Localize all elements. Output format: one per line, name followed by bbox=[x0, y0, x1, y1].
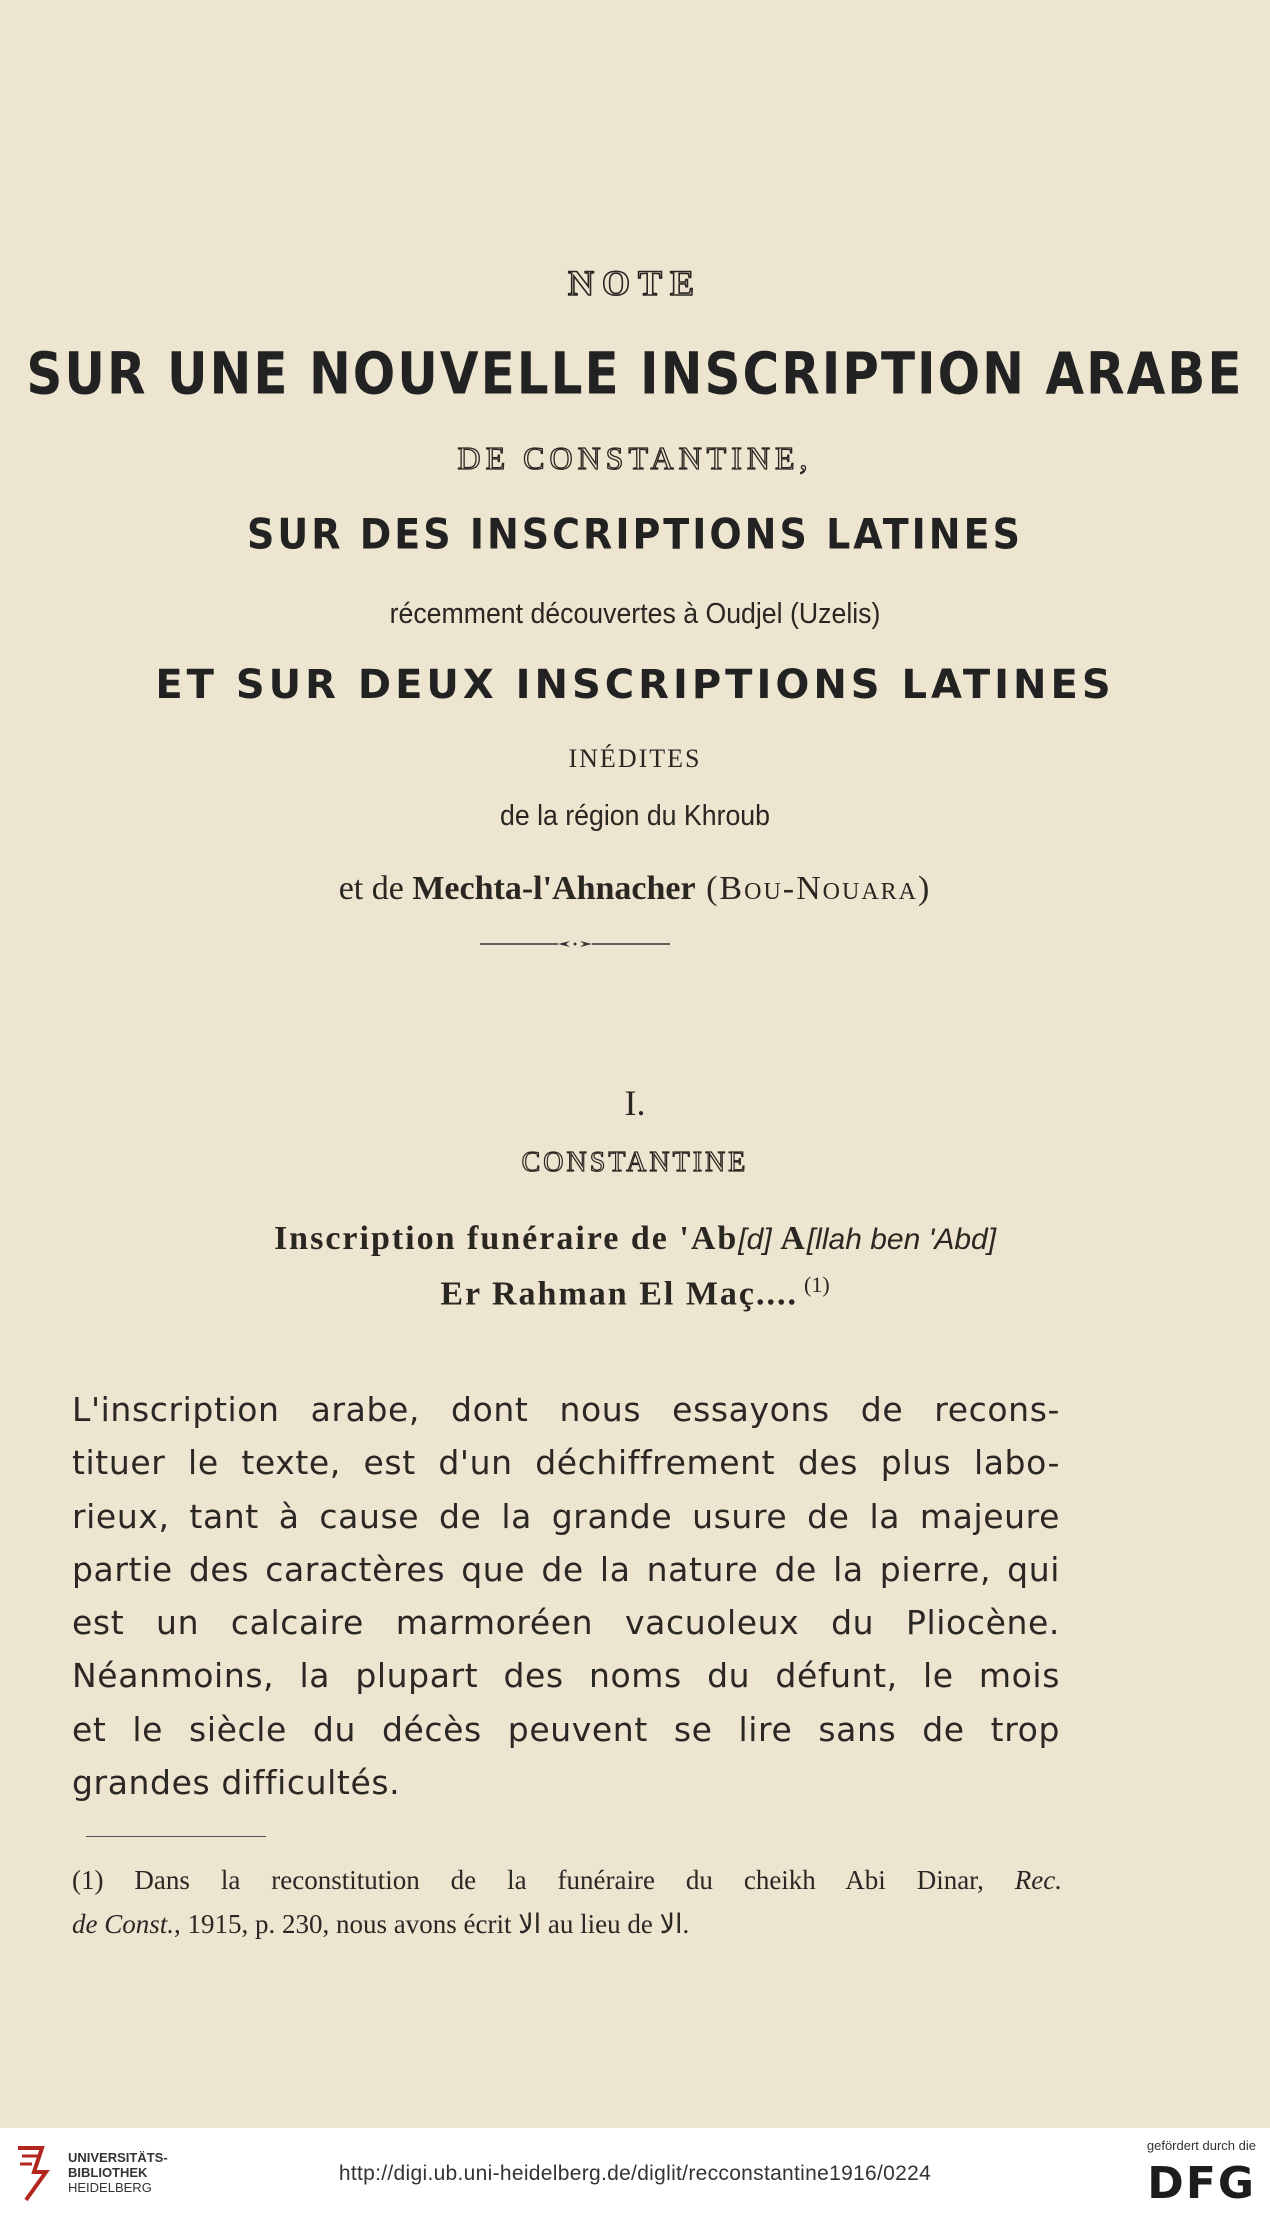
insc-part-a: Inscription funéraire de 'Ab bbox=[273, 1220, 739, 1257]
library-name-line1: UNIVERSITÄTS- bbox=[68, 2150, 168, 2165]
de-constantine-heading: DE CONSTANTINE, bbox=[457, 440, 813, 476]
footnote-l2-end: . bbox=[682, 1909, 690, 1939]
footnote-l2-text-a: , 1915, p. 230, nous avons écrit bbox=[174, 1909, 519, 1939]
region-line: de la région du Khroub bbox=[500, 800, 770, 832]
mechta-line bbox=[0, 870, 1270, 908]
inscription-title-line2 bbox=[0, 1272, 1270, 1313]
body-line: Néanmoins, la plupart des noms du défunt, le mois bbox=[72, 1656, 1060, 1696]
body-line: L'inscription arabe, dont nous essayons de recons- bbox=[72, 1390, 1060, 1429]
insc-line2-text: Er Rahman El Maç.... bbox=[440, 1275, 798, 1313]
footnote-l2-italic: de Const. bbox=[72, 1909, 175, 1939]
footnote-l2-text-b: au lieu de bbox=[541, 1909, 660, 1939]
body-line: partie des caractères que de la nature de la pierre, qui bbox=[72, 1549, 1060, 1589]
et-sur-heading: ET SUR DEUX INSCRIPTIONS LATINES bbox=[155, 662, 1115, 708]
arabic-word-1: الا bbox=[518, 1909, 542, 1939]
footer-bar bbox=[0, 2128, 1270, 2219]
body-line: grandes difficultés. bbox=[72, 1763, 401, 1803]
library-name-line2: BIBLIOTHEK bbox=[68, 2165, 148, 2180]
main-title: SUR UNE NOUVELLE INSCRIPTION ARABE bbox=[26, 340, 1244, 408]
inscription-title-line1 bbox=[0, 1220, 1270, 1258]
inedites-line: INÉDITES bbox=[568, 744, 702, 773]
footnote-divider bbox=[86, 1836, 266, 1837]
footnote-line1 bbox=[72, 1858, 1062, 1902]
dfg-logo[interactable]: DFG bbox=[1147, 2158, 1256, 2209]
divider-ornament bbox=[480, 939, 670, 949]
body-line: tituer le texte, est d'un déchiffrement des plus labo- bbox=[72, 1443, 1060, 1483]
insc-part-d: [llah ben 'Abd] bbox=[806, 1223, 997, 1256]
footnote-line2 bbox=[72, 1902, 1062, 1946]
note-heading: NOTE bbox=[567, 263, 703, 303]
section-number: I. bbox=[624, 1083, 646, 1123]
footnote-l1-text: (1) Dans la reconstitution de la funéraire du cheikh Abi Dinar, bbox=[72, 1865, 1015, 1895]
library-name-line3: HEIDELBERG bbox=[68, 2180, 152, 2195]
dfg-funding-note: gefördert durch die bbox=[1146, 2138, 1256, 2153]
insc-part-b: [d] bbox=[738, 1223, 772, 1256]
body-line: est un calcaire marmoréen vacuoleux du Pliocène. bbox=[72, 1603, 1060, 1643]
recemment-line: récemment découvertes à Oudjel (Uzelis) bbox=[389, 598, 881, 630]
body-paragraph bbox=[72, 1383, 1060, 1809]
insc-part-c: A bbox=[771, 1220, 807, 1257]
body-line: rieux, tant à cause de la grande usure de la majeure bbox=[72, 1496, 1060, 1536]
sub-title: SUR DES INSCRIPTIONS LATINES bbox=[247, 509, 1023, 559]
footnote-ref: (1) bbox=[804, 1272, 830, 1297]
section-title: CONSTANTINE bbox=[521, 1147, 749, 1178]
footnote bbox=[72, 1858, 1062, 1946]
footnote-l1-italic: Rec. bbox=[1014, 1865, 1062, 1895]
mechta-prefix: et de bbox=[338, 870, 413, 907]
mechta-name: Mechta-l'Ahnacher bbox=[412, 870, 696, 907]
arabic-word-2: الا bbox=[659, 1909, 683, 1939]
permalink-url[interactable]: http://digi.ub.uni-heidelberg.de/diglit/recconstantine1916/0224 bbox=[338, 2162, 932, 2185]
body-line: et le siècle du décès peuvent se lire sans de trop bbox=[72, 1709, 1060, 1749]
mechta-place: (Bou-Nouara) bbox=[695, 870, 932, 907]
